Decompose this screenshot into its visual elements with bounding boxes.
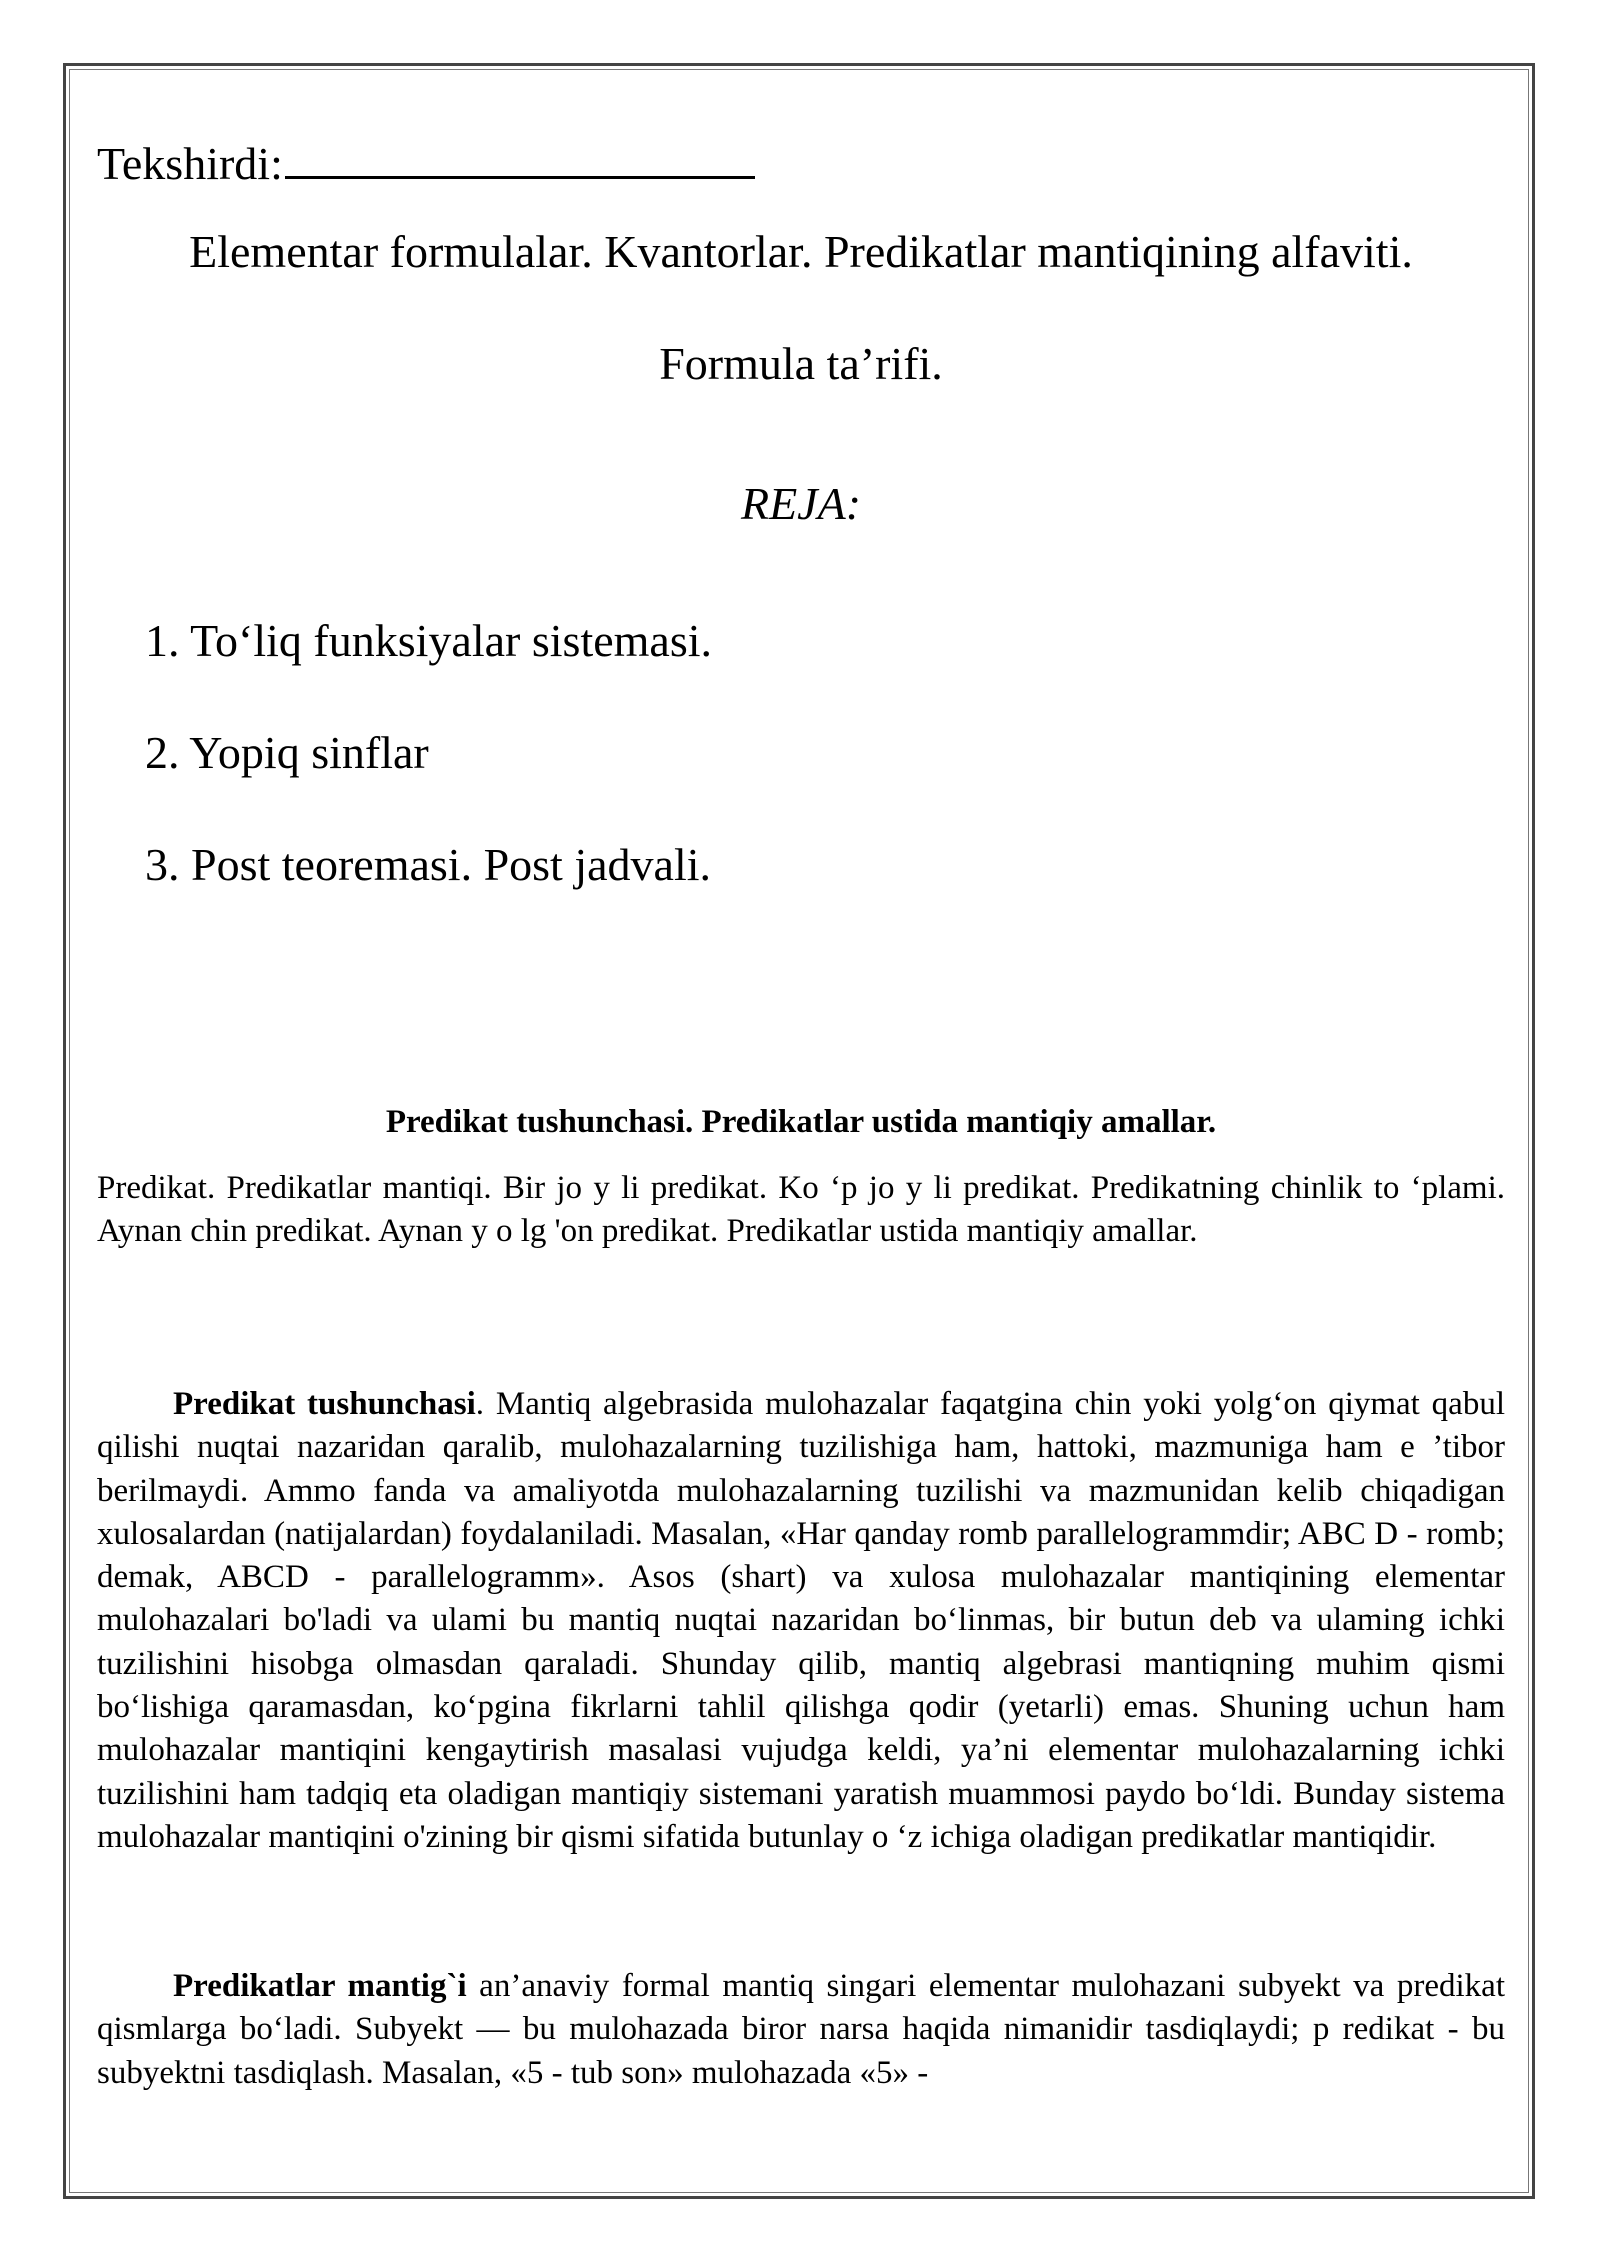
plan-heading: REJA: bbox=[740, 478, 862, 529]
paragraph-lead: Predikatlar mantig`i bbox=[173, 1968, 467, 2004]
paragraph-lead: Predikat tushunchasi bbox=[173, 1386, 476, 1422]
body-paragraph bbox=[97, 1383, 1505, 1859]
keywords-paragraph: Predikat. Predikatlar mantiqi. Bir jo y li predikat. Ko ‘p jo y li predikat. Predikatning chinlik to ‘plami. Aynan chin predikat. Aynan y o lg 'on predikat. Predikatlar ustida mantiqiy amallar. bbox=[97, 1170, 1505, 1250]
plan-item: 3. Post teoremasi. Post jadvali. bbox=[145, 839, 712, 890]
checked-by-label: Tekshirdi: bbox=[97, 138, 283, 189]
checked-by-line bbox=[97, 132, 755, 194]
document-title: Elementar formulalar. Kvantorlar. Predikatlar mantiqining alfaviti. bbox=[189, 226, 1413, 277]
signature-blank bbox=[285, 132, 755, 179]
paragraph-text: an’anaviy formal mantiq singari elementar mulohazani subyekt va predikat qismlarga bo‘ladi. Subyekt — bu mulohazada biror narsa haqida nimanidir tasdiqlaydi; p redikat - bu subyektni tasdiqlash. Masalan, «5 - tub son» mulohazada «5» - bbox=[97, 1968, 1505, 2091]
body-paragraph bbox=[97, 1965, 1505, 2095]
paragraph-text: . Mantiq algebrasida mulohazalar faqatgina chin yoki yolg‘on qiymat qabul qilishi nuqtai nazaridan qaralib, mulohazalarning tuzilishiga ham, hattoki, mazmuniga ham e ’tibor berilmaydi. Ammo fanda va amaliyotda mulohazalarning tuzilishi va mazmunidan kelib chiqadigan xulosalardan (natijalardan) foydalaniladi. Masalan, «Har qanday romb parallelogrammdir; ABC D - romb; demak, ABCD - parallelogramm». Asos (shart) va xulosa mulohazalar mantiqining elementar mulohazalari bo'ladi va ulami bu mantiq nuqtai nazaridan bo‘linmas, bir butun deb va ulaming ichki tuzilishini hisobga olmasdan qaraladi. Shunday qilib, mantiq algebrasi mantiqning muhim qismi bo‘lishiga qaramasdan, ko‘pgina fikrlarni tahlil qilishga qodir (yetarli) emas. Shuning uchun ham mulohazalar mantiqini kengaytirish masalasi vujudga keldi, ya’ni elementar mulohazalarning ichki tuzilishini ham tadqiq eta oladigan mantiqiy sistemani yaratish muammosi paydo bo‘ldi. Bunday sistema mulohazalar mantiqini o'zining bir qismi sifatida butunlay o ‘z ichiga oladigan predikatlar mantiqidir. bbox=[97, 1386, 1505, 1855]
plan-item: 2. Yopiq sinflar bbox=[145, 727, 429, 778]
section-heading: Predikat tushunchasi. Predikatlar ustida mantiqiy amallar. bbox=[385, 1104, 1217, 1140]
document-subtitle: Formula ta’rifi. bbox=[659, 338, 943, 389]
plan-item: 1. To‘liq funksiyalar sistemasi. bbox=[145, 615, 713, 666]
